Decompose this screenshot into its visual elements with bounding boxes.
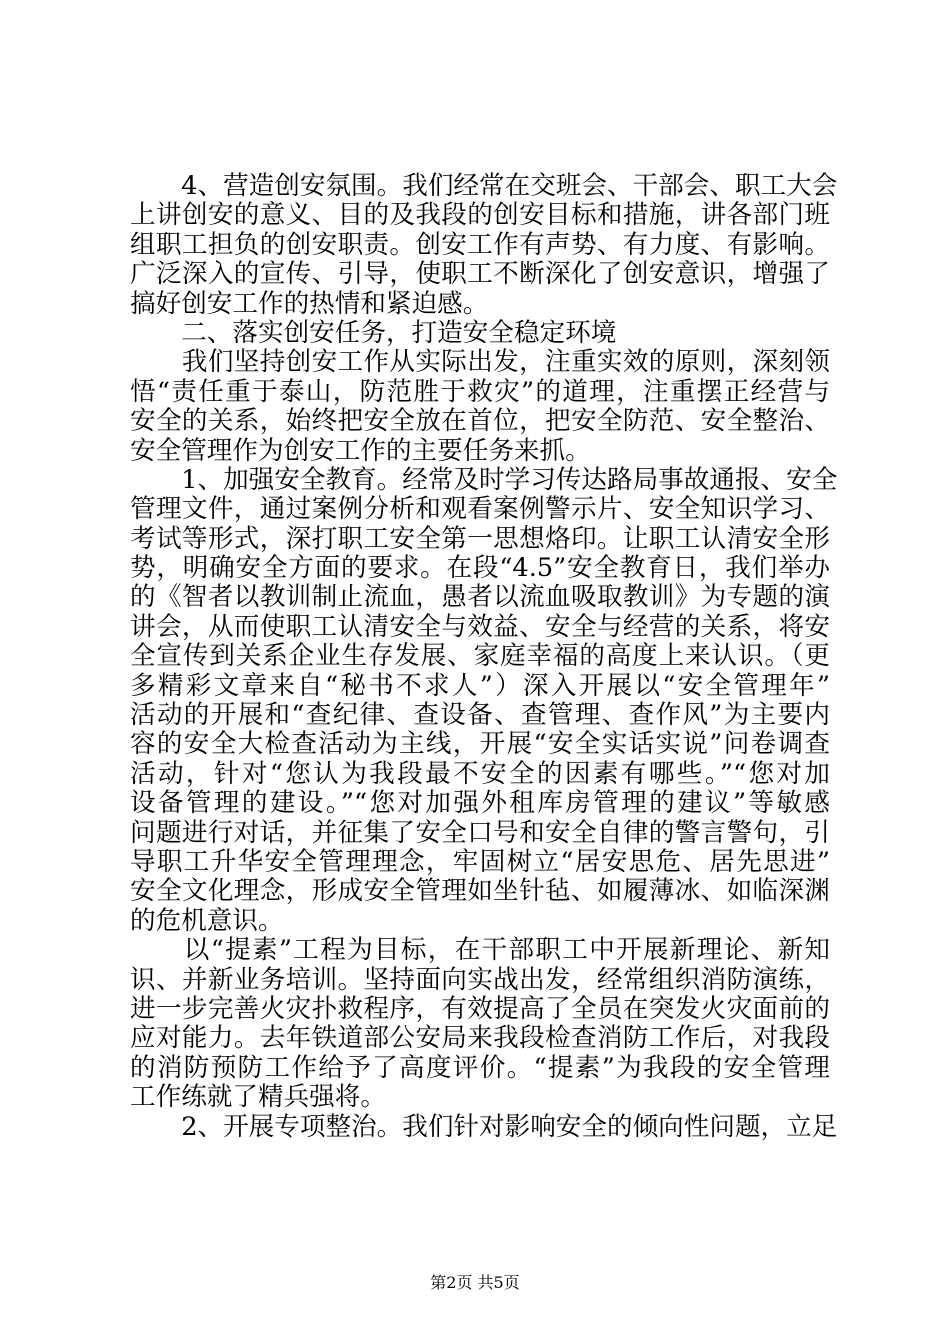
text-line: 讲会，从而使职工认清安全与效益、安全与经营的关系，将安 <box>130 611 830 642</box>
text-line: 广泛深入的宣传、引导，使职工不断深化了创安意识，增强了 <box>130 259 830 290</box>
text-line: 活动的开展和“查纪律、查设备、查管理、查作风”为主要内 <box>130 700 830 731</box>
text-line: 容的安全大检查活动为主线，开展“安全实话实说”问卷调查 <box>130 729 830 760</box>
body-text <box>130 171 838 1142</box>
text-line: 的《智者以教训制止流血，愚者以流血吸取教训》为专题的演 <box>130 582 830 613</box>
text-line: 设备管理的建设。”“您对加强外租库房管理的建议”等敏感 <box>130 788 830 819</box>
text-line: 4、营造创安氛围。我们经常在交班会、干部会、职工大会 <box>130 171 838 201</box>
text-line: 悟“责任重于泰山，防范胜于救灾”的道理，注重摆正经营与 <box>130 376 830 407</box>
text-line: 以“提素”工程为目标，在干部职工中开展新理论、新知 <box>130 935 830 966</box>
text-line: 活动，针对“您认为我段最不安全的因素有哪些。”“您对加 <box>130 758 830 789</box>
text-line: 工作练就了精兵强将。 <box>130 1082 386 1113</box>
text-line: 势，明确安全方面的要求。在段“4.5”安全教育日，我们举办 <box>130 553 830 584</box>
text-line: 的危机意识。 <box>130 905 284 936</box>
text-line: 全宣传到关系企业生存发展、家庭幸福的高度上来认识。（更 <box>130 641 830 672</box>
text-line: 管理文件，通过案例分析和观看案例警示片、安全知识学习、 <box>130 494 830 525</box>
text-line: 进一步完善火灾扑救程序，有效提高了全员在突发火灾面前的 <box>130 993 830 1024</box>
text-line: 上讲创安的意义、目的及我段的创安目标和措施，讲各部门班 <box>130 200 830 231</box>
text-line: 安全文化理念，形成安全管理如坐针毡、如履薄冰、如临深渊 <box>130 876 830 907</box>
text-line: 的消防预防工作给予了高度评价。“提素”为我段的安全管理 <box>130 1052 830 1083</box>
text-line: 考试等形式，深打职工安全第一思想烙印。让职工认清安全形 <box>130 523 830 554</box>
text-line: 组职工担负的创安职责。创安工作有声势、有力度、有影响。 <box>130 229 830 260</box>
page-footer: 第2页 共5页 <box>430 1273 520 1292</box>
text-line: 安全的关系，始终把安全放在首位，把安全防范、安全整治、 <box>130 406 830 437</box>
text-line: 导职工升华安全管理理念，牢固树立“居安思危、居先思进” <box>130 846 830 877</box>
text-line: 1、加强安全教育。经常及时学习传达路局事故通报、安全 <box>130 464 838 495</box>
text-line: 2、开展专项整治。我们针对影响安全的倾向性问题，立足 <box>130 1111 838 1142</box>
text-line: 我们坚持创安工作从实际出发，注重实效的原则，深刻领 <box>130 347 830 378</box>
text-line: 搞好创安工作的热情和紧迫感。 <box>130 288 489 319</box>
text-line: 应对能力。去年铁道部公安局来我段检查消防工作后，对我段 <box>130 1023 830 1054</box>
text-line: 二、落实创安任务，打造安全稳定环境 <box>130 317 617 348</box>
text-line: 问题进行对话，并征集了安全口号和安全自律的警言警句，引 <box>130 817 830 848</box>
text-line: 识、并新业务培训。坚持面向实战出发，经常组织消防演练， <box>130 964 830 995</box>
text-line: 多精彩文章来自“秘书不求人”）深入开展以“安全管理年” <box>130 670 830 701</box>
text-line: 安全管理作为创安工作的主要任务来抓。 <box>130 435 591 466</box>
